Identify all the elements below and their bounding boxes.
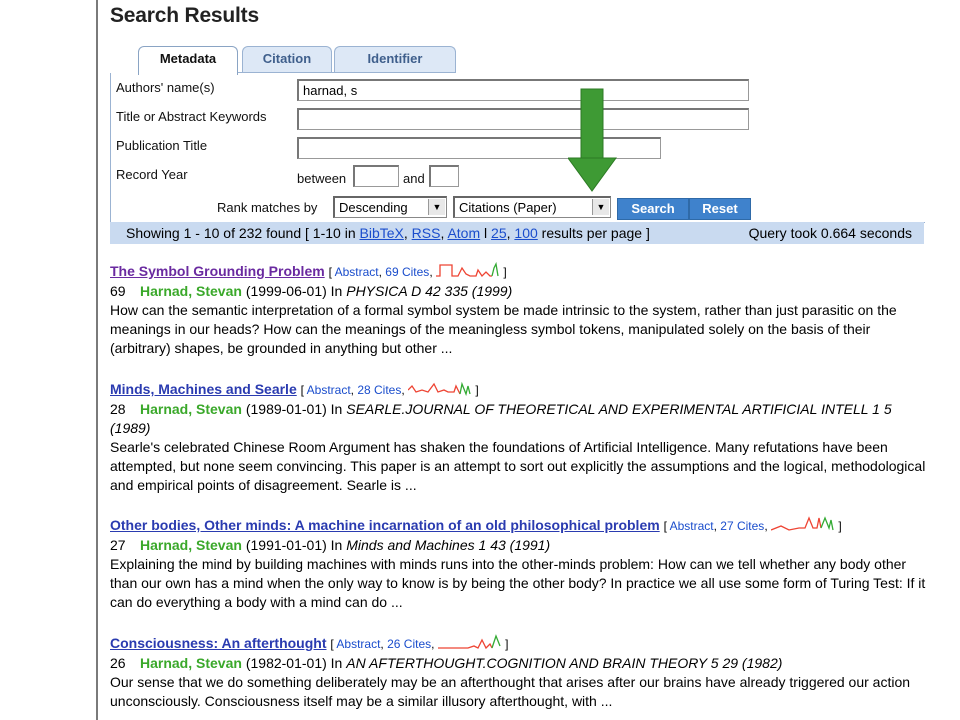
cites-link[interactable]: 26 Cites [387, 637, 432, 651]
result-header [110, 380, 930, 400]
citation-count: 27 [110, 537, 126, 553]
abstract-link[interactable]: Abstract [334, 265, 379, 279]
authors-input[interactable] [297, 79, 749, 101]
rank-field-value: Citations (Paper) [459, 200, 557, 215]
author-name[interactable]: Harnad, Stevan [140, 655, 242, 671]
dropdown-arrow-icon: ▼ [592, 199, 609, 215]
down-arrow-icon [568, 88, 618, 194]
citation-count: 26 [110, 655, 126, 671]
search-button[interactable]: Search [617, 198, 689, 220]
result-meta [110, 282, 930, 301]
result-title-link[interactable]: The Symbol Grounding Problem [110, 263, 325, 279]
result-meta [110, 654, 930, 673]
result-item [110, 516, 930, 612]
page-title: Search Results [110, 4, 259, 27]
year-to-input[interactable] [429, 165, 459, 187]
citation-sparkline-icon[interactable] [408, 380, 472, 396]
results-summary: Showing 1 - 10 of 232 found [ 1-10 in BibTeX, RSS, Atom l 25, 100 results per page ] [126, 225, 650, 241]
result-links: [ Abstract, 28 Cites, ] [301, 383, 479, 397]
cites-link[interactable]: 28 Cites [357, 383, 402, 397]
result-links: [ Abstract, 69 Cites, ] [329, 265, 507, 279]
year-from-input[interactable] [353, 165, 399, 187]
showing-text: Showing 1 - 10 of 232 found [ 1-10 in [126, 225, 356, 241]
abstract-link[interactable]: Abstract [669, 519, 714, 533]
page-left-border [96, 0, 98, 720]
citation-sparkline-icon[interactable] [771, 516, 835, 532]
author-name[interactable]: Harnad, Stevan [140, 401, 242, 417]
result-date: (1982-01-01) In [245, 655, 343, 671]
citation-sparkline-icon[interactable] [438, 634, 502, 650]
authors-label: Authors' name(s) [116, 80, 215, 95]
abstract-link[interactable]: Abstract [336, 637, 381, 651]
rss-link[interactable]: RSS [411, 225, 441, 241]
result-date: (1989-01-01) In [245, 401, 343, 417]
order-select[interactable] [333, 196, 447, 218]
result-title-link[interactable]: Minds, Machines and Searle [110, 381, 297, 397]
keywords-input[interactable] [297, 108, 749, 130]
bibtex-link[interactable]: BibTeX [359, 225, 404, 241]
result-meta [110, 400, 930, 438]
rank-field-select[interactable] [453, 196, 611, 218]
results-status-bar [110, 222, 924, 244]
result-header [110, 634, 930, 654]
reset-button[interactable]: Reset [689, 198, 751, 220]
record-year-label: Record Year [116, 167, 188, 182]
result-abstract: Explaining the mind by building machines with minds runs into the other-minds problem: How can we tell whether any body other than our own has a mind when the only way to know is by being the other body? In practice we all use some form of Turing Test: If it can do everything a body with a mind can do ... [110, 556, 926, 610]
result-title-link[interactable]: Consciousness: An afterthought [110, 635, 327, 651]
result-item [110, 262, 930, 358]
abstract-link[interactable]: Abstract [306, 383, 351, 397]
result-source: PHYSICA D 42 335 (1999) [346, 283, 513, 299]
atom-link[interactable]: Atom [447, 225, 481, 241]
result-item [110, 634, 930, 711]
result-header [110, 516, 930, 536]
result-date: (1991-01-01) In [245, 537, 343, 553]
result-abstract: Our sense that we do something deliberately may be an afterthought that arises after our brains have already triggered our action unconsciously. Consciousness itself may be a similar illusory afterthought, with ... [110, 674, 911, 709]
publication-title-label: Publication Title [116, 138, 208, 153]
result-header [110, 262, 930, 282]
citation-sparkline-icon[interactable] [436, 262, 500, 278]
result-date: (1999-06-01) In [245, 283, 343, 299]
tab-identifier[interactable]: Identifier [334, 46, 456, 73]
result-meta [110, 536, 930, 555]
result-source: SEARLE.JOURNAL OF THEORETICAL AND EXPERIMENTAL ARTIFICIAL INTELL 1 5 (1989) [110, 401, 892, 436]
cites-link[interactable]: 69 Cites [385, 265, 430, 279]
per-page-100-link[interactable]: 100 [514, 225, 538, 241]
result-title-link[interactable]: Other bodies, Other minds: A machine incarnation of an old philosophical problem [110, 517, 660, 533]
result-source: Minds and Machines 1 43 (1991) [346, 537, 551, 553]
tab-metadata[interactable]: Metadata [138, 46, 238, 75]
result-abstract: Searle's celebrated Chinese Room Argument has shaken the foundations of Artificial Intelligence. Many refutations have been attempted, but none seem convincing. This paper is an attempt to sort out explicitly the assumptions and the logical, methodological and empirical points of disagreement. Searle is ... [110, 439, 926, 493]
author-name[interactable]: Harnad, Stevan [140, 283, 242, 299]
dropdown-arrow-icon: ▼ [428, 199, 445, 215]
and-label: and [403, 171, 425, 186]
separator: l [484, 225, 488, 241]
between-label: between [297, 171, 347, 186]
cites-link[interactable]: 27 Cites [720, 519, 765, 533]
per-page-25-link[interactable]: 25 [491, 225, 507, 241]
tab-citation[interactable]: Citation [242, 46, 332, 73]
result-source: AN AFTERTHOUGHT.COGNITION AND BRAIN THEORY 5 29 (1982) [346, 655, 783, 671]
result-links: [ Abstract, 26 Cites, ] [330, 637, 508, 651]
result-links: [ Abstract, 27 Cites, ] [664, 519, 842, 533]
result-item [110, 380, 930, 495]
per-page-text: results per page ] [541, 225, 650, 241]
citation-count: 69 [110, 283, 126, 299]
search-form [110, 73, 925, 223]
result-abstract: How can the semantic interpretation of a formal symbol system be made intrinsic to the system, rather than just parasitic on the meanings in our heads? How can the meanings of the meaningless symbol tokens, manipulated solely on the basis of their (arbitrary) shapes, be grounded in anything but other ... [110, 302, 897, 356]
author-name[interactable]: Harnad, Stevan [140, 537, 242, 553]
rank-label: Rank matches by [217, 200, 318, 215]
citation-count: 28 [110, 401, 126, 417]
keywords-label: Title or Abstract Keywords [116, 109, 267, 124]
order-value: Descending [339, 200, 408, 215]
query-time: Query took 0.664 seconds [748, 225, 912, 241]
